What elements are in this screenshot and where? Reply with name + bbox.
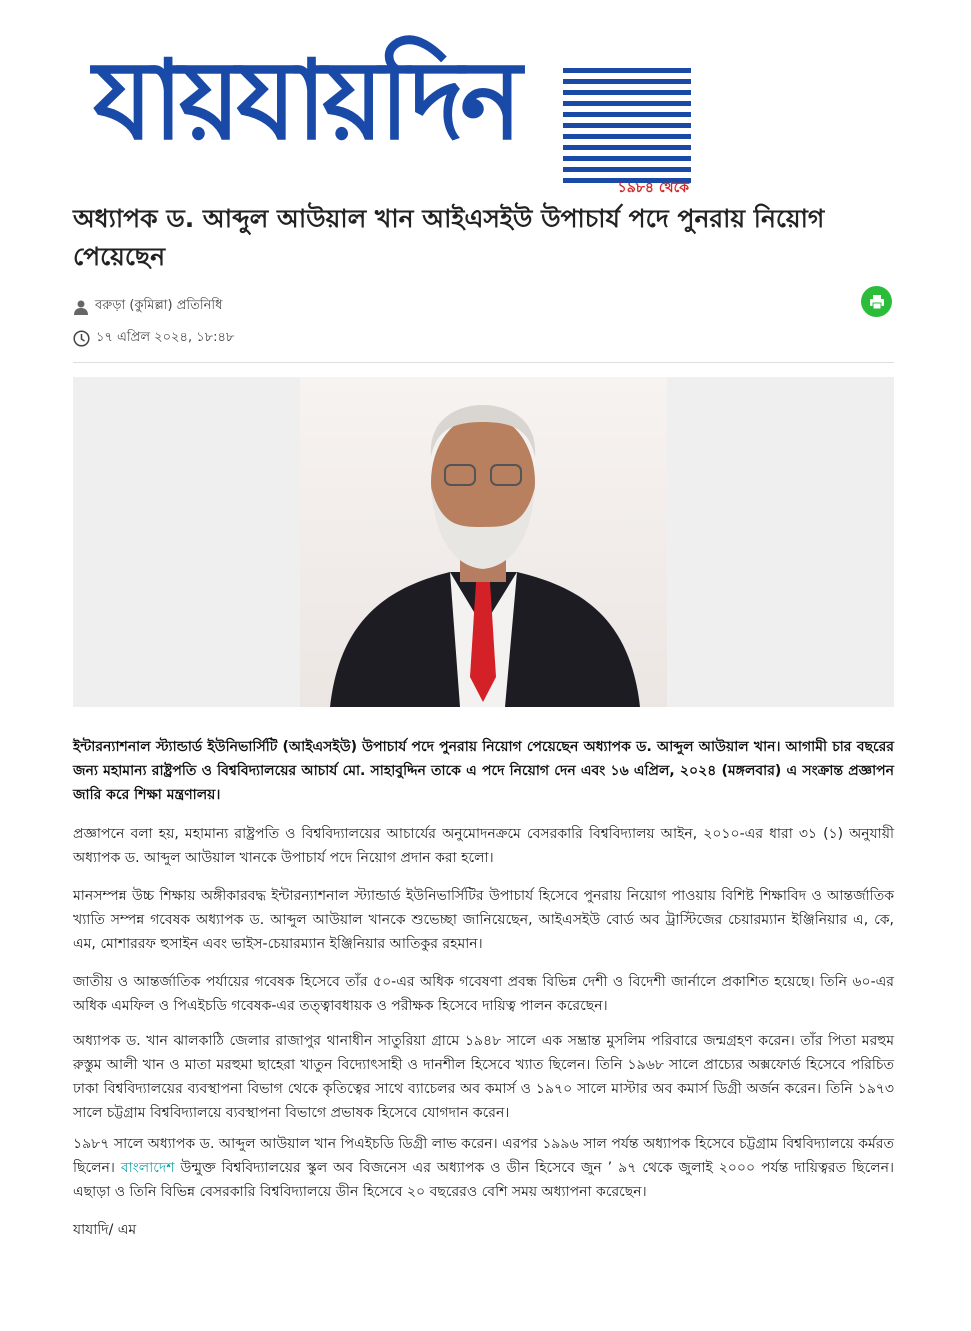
logo-tagline: ১৯৮৪ থেকে	[617, 180, 689, 196]
portrait-photo	[300, 377, 667, 707]
site-logo[interactable]	[93, 30, 693, 195]
author-line	[73, 296, 222, 317]
divider	[73, 362, 894, 363]
text: ১৯৮৭ সালে অধ্যাপক ড. আব্দুল আউয়াল খান পিএইচডি ডিগ্রী লাভ করেন। এরপর ১৯৯৬ সাল পর্যন্ত অধ্যাপক হিসেবে চট্টগ্রাম বিশ্ববিদ্যালয়ে কর্মরত ছিলেন।	[73, 1136, 894, 1176]
article-paragraph: অধ্যাপক ড. খান ঝালকাঠি জেলার রাজাপুর থানাধীন সাতুরিয়া গ্রামে ১৯৪৮ সালে এক সম্ভ্রান্ত মুসলিম পরিবারে জন্মগ্রহণ করেন। তাঁর পিতা মরহুম রুস্তুম আলী খান ও মাতা মরহুমা ছাহেরা খাতুন বিদ্যোৎসাহী ও দানশীল হিসেবে খ্যাত ছিলেন। তিনি ১৯৬৮ সালে প্রাচ্যের অক্সফোর্ড হিসেবে পরিচিত ঢাকা বিশ্ববিদ্যালয়ের ব্যবস্থাপনা বিভাগ থেকে কৃতিত্বের সাথে ব্যাচেলর অব কমার্স ও ১৯৭০ সালে মাস্টার অব কমার্স ডিগ্রী অর্জন করেন। তিনি ১৯৭৩ সালে চট্টগ্রাম বিশ্ববিদ্যালয়ে ব্যবস্থাপনা বিভাগে প্রভাষক হিসেবে যোগদান করেন।	[73, 1033, 894, 1121]
article-paragraph: প্রজ্ঞাপনে বলা হয়, মহামান্য রাষ্ট্রপতি ও বিশ্ববিদ্যালয়ের আচার্যের অনুমোদনক্রমে বেসরকারি বিশ্ববিদ্যালয় আইন, ২০১০-এর ধারা ৩১ (১) অনুযায়ী অধ্যাপক ড. আব্দুল আউয়াল খানকে উপাচার্য পদে নিয়োগ প্রদান করা হলো।	[73, 826, 894, 866]
publish-date: ১৭ এপ্রিল ২০২৪, ১৮:৪৮	[96, 330, 235, 345]
article-lead: ইন্টারন্যাশনাল স্ট্যান্ডার্ড ইউনিভার্সিটি (আইএসইউ) উপাচার্য পদে পুনরায় নিয়োগ পেয়েছেন অধ্যাপক ড. আব্দুল আউয়াল খান। আগামী চার বছরের জন্য মহামান্য রাষ্ট্রপতি ও বিশ্ববিদ্যালয়ের আচার্য মো. সাহাবুদ্দিন তাকে এ পদে নিয়োগ দেন এবং ১৬ এপ্রিল, ২০২৪ (মঙ্গলবার) এ সংক্রান্ত প্রজ্ঞাপন জারি করে শিক্ষা মন্ত্রণালয়।	[73, 739, 894, 803]
article-paragraph: জাতীয় ও আন্তর্জাতিক পর্যায়ের গবেষক হিসেবে তাঁর ৫০-এর অধিক গবেষণা প্রবন্ধ বিভিন্ন দেশী ও বিদেশী জার্নালে প্রকাশিত হয়েছে। তিনি ৬০-এর অধিক এমফিল ও পিএইচডি গবেষক-এর তত্ত্বাবধায়ক ও পরীক্ষক হিসেবে দায়িত্ব পালন করেছেন।	[73, 974, 895, 1014]
article-paragraph	[73, 1132, 894, 1204]
article-image	[73, 377, 894, 707]
clock-icon	[73, 330, 90, 347]
user-icon	[73, 299, 89, 315]
print-icon	[869, 294, 885, 310]
print-button[interactable]	[861, 286, 892, 317]
logo-wordmark: যায়যায়দিন	[93, 35, 519, 165]
logo-stripes	[563, 68, 691, 186]
text: উন্মুক্ত বিশ্ববিদ্যালয়ের স্কুল অব বিজনেস এর অধ্যাপক ও ডীন হিসেবে জুন ’ ৯৭ থেকে জুলাই ২০০০ পর্যন্ত দায়িত্বরত ছিলেন। এছাড়া ও তিনি বিভিন্ন বেসরকারি বিশ্ববিদ্যালয়ে ডীন হিসেবে ২০ বছরেরও বেশি সময় অধ্যাপনা করেছেন।	[73, 1160, 894, 1200]
tag-link-bangladesh[interactable]: বাংলাদেশ	[120, 1160, 175, 1176]
signoff: যাযাদি/ এম	[73, 1222, 137, 1238]
date-line	[73, 328, 234, 349]
article-paragraph: মানসম্পন্ন উচ্চ শিক্ষায় অঙ্গীকারবদ্ধ ইন্টারন্যাশনাল স্ট্যান্ডার্ড ইউনিভার্সিটির উপাচার্য হিসেবে পুনরায় নিয়োগ পাওয়ায় বিশিষ্ট শিক্ষাবিদ ও আন্তর্জাতিক খ্যাতি সম্পন্ন গবেষক অধ্যাপক ড. আব্দুল আউয়াল খানকে শুভেচ্ছা জানিয়েছেন, আইএসইউ বোর্ড অব ট্রাস্টিজের চেয়ারম্যান ইঞ্জিনিয়ার এ, কে, এম, মোশাররফ হুসাইন এবং ভাইস-চেয়ারম্যান ইঞ্জিনিয়ার আতিকুর রহমান।	[73, 888, 894, 952]
article-title: অধ্যাপক ড. আব্দুল আউয়াল খান আইএসইউ উপাচার্য পদে পুনরায় নিয়োগ পেয়েছেন	[73, 204, 825, 271]
author: বরুড়া (কুমিল্লা) প্রতিনিধি	[95, 298, 223, 313]
